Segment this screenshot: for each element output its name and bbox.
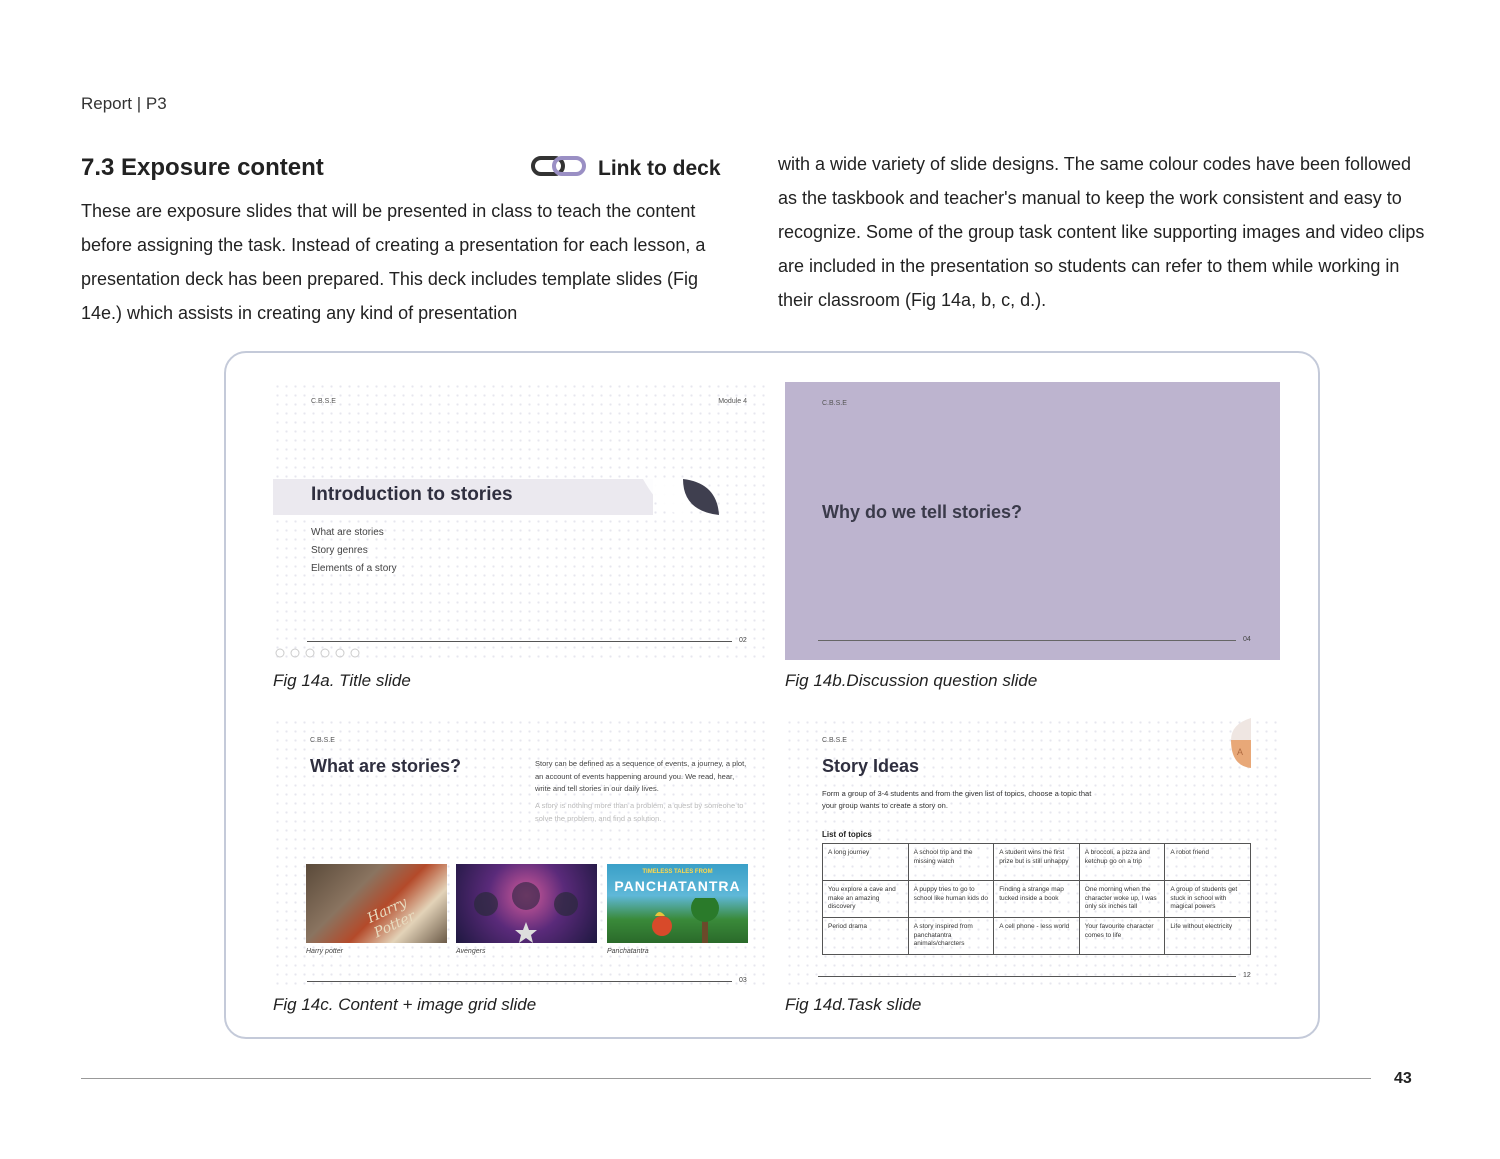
panchatantra-image	[607, 864, 748, 943]
topics-table	[822, 843, 1251, 955]
slide-org-label: C.B.S.E	[310, 737, 335, 744]
image-caption: Avengers	[456, 948, 486, 955]
slide-task-preview	[785, 718, 1280, 990]
report-header-label: Report | P3	[81, 94, 167, 113]
link-to-deck-label[interactable]: Link to deck	[598, 156, 721, 180]
table-cell: A puppy tries to go to school like human kids do	[908, 881, 994, 918]
topics-list-heading: List of topics	[822, 830, 872, 839]
table-cell: Your favourite character comes to life	[1079, 918, 1165, 955]
harry-potter-image	[306, 864, 447, 943]
body-text-left: These are exposure slides that will be presented in class to teach the content before assigning the task. Instead of creating a presentation for each lesson, a presentation deck has been prepared. This deck includes template slides (Fig 14e.) which assists in creating any kind of presentation	[81, 201, 706, 323]
footer-divider	[81, 1078, 1371, 1079]
table-row	[823, 881, 1251, 918]
table-cell: Period drama	[823, 918, 909, 955]
slide-org-label: C.B.S.E	[311, 398, 336, 405]
table-cell: A robot friend	[1165, 844, 1251, 881]
decorative-corner-shape	[1227, 718, 1251, 770]
chain-link-icon	[530, 153, 588, 184]
slide-discussion-preview	[785, 382, 1280, 660]
slide-instruction-text: Form a group of 3-4 students and from the given list of topics, choose a topic that your group wants to create a story on.	[822, 789, 1092, 810]
table-cell: A long journey	[823, 844, 909, 881]
decorative-leaf-shapes	[633, 475, 723, 519]
link-to-deck[interactable]	[530, 153, 721, 184]
figure-caption-c: Fig 14c. Content + image grid slide	[273, 995, 537, 1014]
panchatantra-title-text: PANCHATANTRA	[614, 878, 741, 894]
slide-list-item: What are stories	[311, 527, 384, 538]
table-cell: Life without electricity	[1165, 918, 1251, 955]
slide-body-text: Story can be defined as a sequence of events, a journey, a plot, an account of events happening around you. We read, hear, write and tell stories in our daily lives.	[535, 759, 747, 793]
slide-footer-rule	[307, 981, 732, 982]
page-number: 43	[1394, 1070, 1412, 1087]
image-caption: Panchatantra	[607, 948, 649, 955]
slide-page-number: 03	[739, 977, 747, 984]
corner-letter: A	[1237, 747, 1244, 757]
figure-caption-d: Fig 14d.Task slide	[785, 995, 922, 1014]
slide-list-item: Elements of a story	[311, 563, 397, 574]
table-cell: Finding a strange map tucked inside a book	[994, 881, 1080, 918]
slide-page-number: 12	[1243, 972, 1251, 979]
body-text-right: with a wide variety of slide designs. The same colour codes have been followed as the taskbook and teacher's manual to keep the work consistent and easy to recognize. Some of the group task content like supporting images and video clips are included in the presentation so students can refer to them while working in their classroom (Fig 14a, b, c, d.).	[778, 154, 1425, 310]
slide-list-item: Story genres	[311, 545, 368, 556]
image-caption: Harry potter	[306, 948, 343, 955]
slide-page-number: 02	[739, 637, 747, 644]
player-controls-icon	[275, 648, 367, 658]
figure-caption-b: Fig 14b.Discussion question slide	[785, 671, 1038, 690]
book-title-text: Harry Potter	[364, 894, 418, 942]
slide-org-label: C.B.S.E	[822, 737, 847, 744]
slide-title-preview	[273, 382, 769, 660]
table-cell: A school trip and the missing watch	[908, 844, 994, 881]
slide-heading: Introduction to stories	[311, 484, 513, 505]
slide-footer-rule	[818, 640, 1236, 641]
table-cell: A broccoli, a pizza and ketchup go on a trip	[1079, 844, 1165, 881]
panchatantra-tagline: TIMELESS TALES FROM	[642, 869, 713, 875]
table-cell: A cell phone - less world	[994, 918, 1080, 955]
table-cell: One morning when the character woke up, I was only six inches tall	[1079, 881, 1165, 918]
slide-footer-rule	[818, 976, 1236, 977]
table-row	[823, 844, 1251, 881]
slide-page-number: 04	[1243, 636, 1251, 643]
slide-heading: Why do we tell stories?	[822, 502, 1023, 522]
slide-heading: What are stories?	[310, 756, 462, 776]
table-cell: A story inspired from panchatantra animals/charcters	[908, 918, 994, 955]
slide-org-label: C.B.S.E	[822, 400, 847, 407]
section-title: 7.3 Exposure content	[81, 154, 324, 181]
table-row	[823, 918, 1251, 955]
slide-heading: Story Ideas	[822, 756, 920, 776]
slide-content-image-grid-preview	[273, 718, 769, 990]
slide-footer-rule	[307, 641, 732, 642]
slide-module-label: Module 4	[718, 398, 747, 405]
slide-body-text-faded: A story is nothing more than a problem, a quest by someone to solve the problem, and find a solution.	[535, 801, 744, 823]
table-cell: A student wins the first prize but is still unhappy	[994, 844, 1080, 881]
avengers-image	[456, 864, 597, 943]
figure-caption-a: Fig 14a. Title slide	[273, 671, 411, 690]
table-cell: You explore a cave and make an amazing discovery	[823, 881, 909, 918]
table-cell: A group of students get stuck in school with magical powers	[1165, 881, 1251, 918]
